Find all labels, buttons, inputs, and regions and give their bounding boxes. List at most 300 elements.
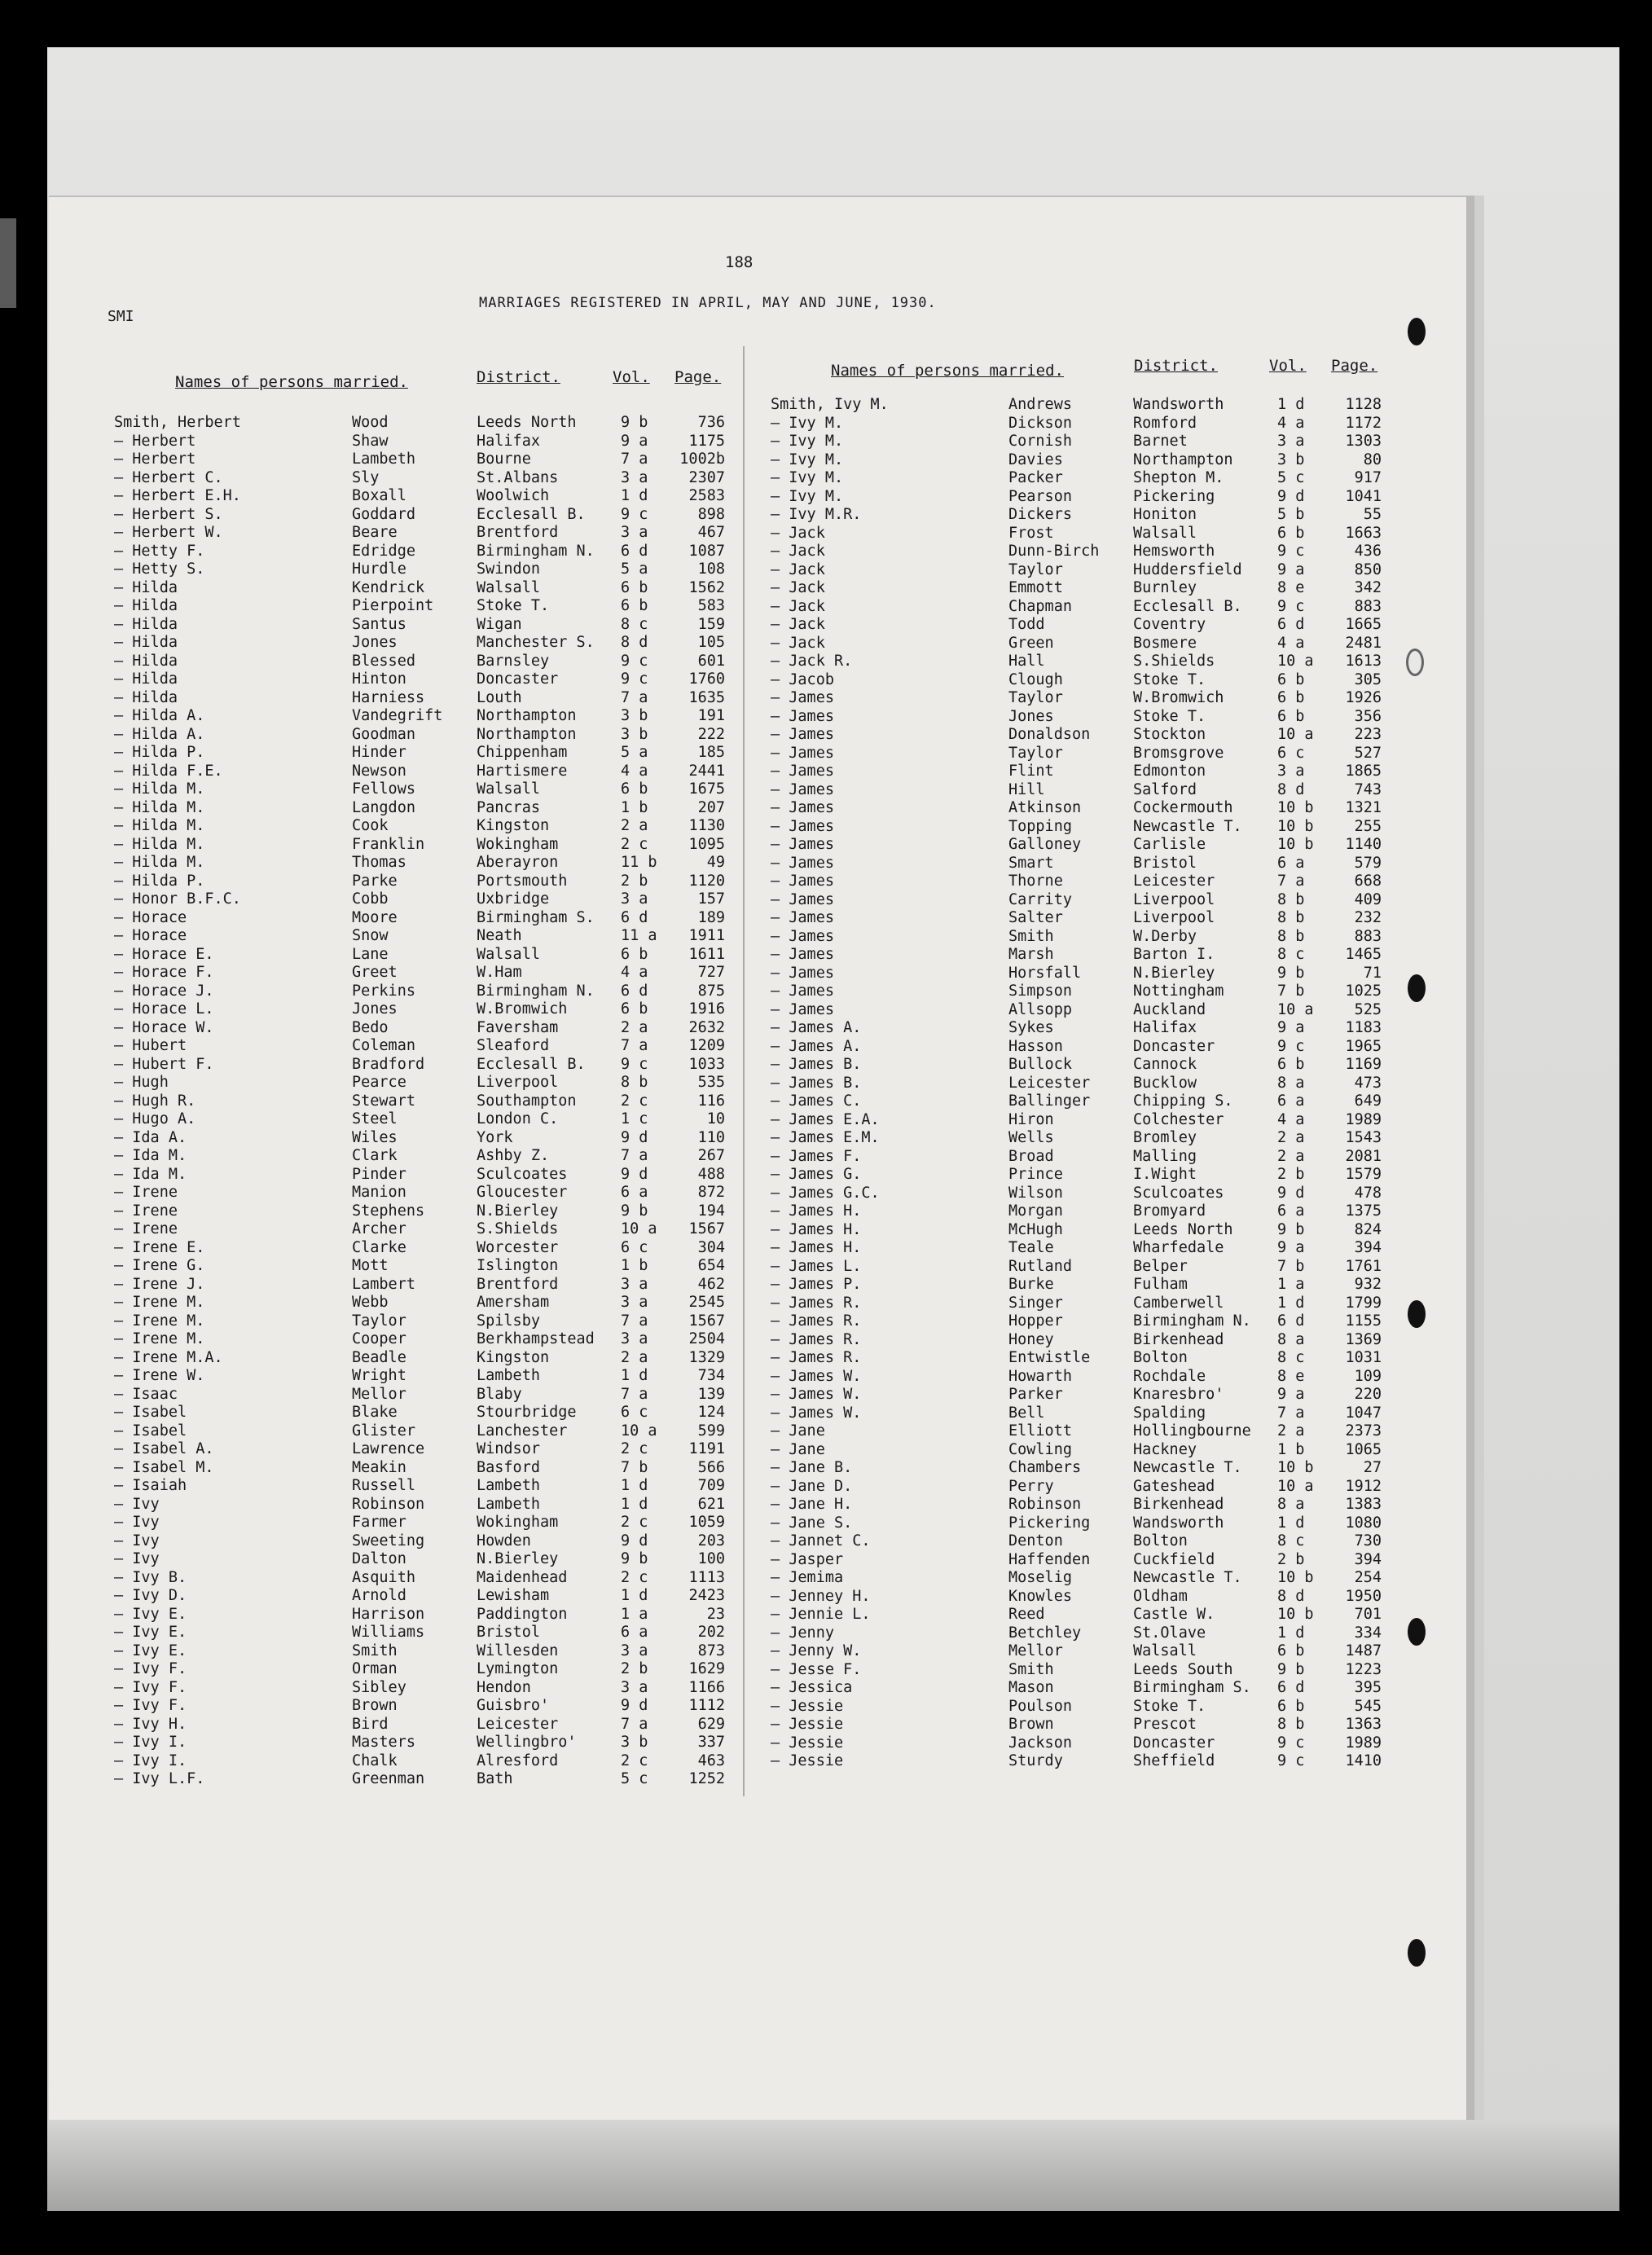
entry-spouse: Beadle [352,1348,406,1366]
entry-spouse: McHugh [1008,1220,1063,1238]
entry-name: — Hubert F. [114,1055,214,1073]
entry-page: 337 [697,1734,725,1751]
entry-vol: 6 b [1277,707,1305,725]
entry-vol: 6 b [621,780,648,798]
entry-district: Stoke T. [1133,670,1206,688]
entry-district: Wandsworth [1133,396,1224,413]
entry-spouse: Broad [1008,1147,1054,1165]
register-entry [114,616,733,635]
entry-page: 1047 [1345,1404,1382,1422]
entry-page: 394 [1354,1550,1382,1568]
entry-vol: 6 d [621,982,648,1000]
entry-district: Wokingham [477,835,559,853]
entry-district: W.Bromwich [477,1000,568,1018]
register-entry [114,451,733,469]
entry-spouse: Williams [352,1624,425,1641]
entry-district: Birmingham N. [477,982,595,1000]
entry-district: Doncaster [1133,1037,1215,1055]
entry-name: — Jane S. [771,1514,853,1532]
register-entry [114,1477,733,1496]
entry-district: Basford [477,1458,540,1476]
entry-page: 583 [697,597,725,614]
register-entry [114,1404,733,1422]
entry-vol: 4 a [1277,634,1305,652]
entry-spouse: Wells [1008,1129,1054,1146]
entry-spouse: Brown [352,1697,398,1714]
entry-name: — Herbert W. [114,524,223,541]
entry-spouse: Arnold [352,1587,406,1604]
entry-name: — Herbert [114,451,196,468]
entry-vol: 7 a [621,1037,648,1054]
entry-district: Gateshead [1133,1477,1215,1495]
register-entry [771,1239,1390,1258]
entry-vol: 9 a [1277,1386,1305,1403]
entry-district: Ecclesall B. [477,1055,586,1073]
entry-page: 629 [697,1715,725,1733]
entry-spouse: Chambers [1008,1459,1082,1476]
entry-spouse: Moore [352,908,398,926]
entry-district: Honiton [1133,506,1197,523]
register-entry [771,671,1390,690]
entry-vol: 5 b [1277,506,1305,523]
entry-name: — James R. [771,1330,862,1348]
register-entry [771,579,1390,598]
entry-page: 566 [697,1458,725,1476]
entry-district: Barton I. [1133,946,1215,963]
register-entry [771,909,1390,928]
register-entry [114,597,733,616]
entry-spouse: Sweeting [352,1532,425,1549]
entry-vol: 5 a [621,560,648,578]
entry-name: — Ivy [114,1495,160,1513]
register-entry [114,873,733,891]
entry-name: — Isaac [114,1385,178,1403]
entry-vol: 6 d [621,908,648,926]
entry-spouse: Hopper [1008,1312,1063,1330]
entry-spouse: Bird [352,1715,389,1733]
entry-name: — Irene J. [114,1275,205,1293]
entry-district: Halifax [477,432,540,450]
entry-spouse: Todd [1008,616,1045,633]
entry-name: — Jack [771,597,825,615]
entry-vol: 7 a [621,1715,648,1733]
entry-page: 1613 [1345,653,1382,670]
entry-page: 1155 [1345,1312,1382,1330]
register-entry [771,653,1390,671]
entry-vol: 2 a [1277,1422,1305,1440]
entry-district: Newcastle T. [1133,1569,1242,1586]
register-entry [114,1660,733,1679]
entry-district: N.Bierley [1133,964,1215,982]
entry-spouse: Chapman [1008,597,1072,615]
register-entry [114,1294,733,1312]
entry-name: — Hilda P. [114,744,205,761]
entry-page: 1629 [688,1660,725,1677]
entry-page: 1191 [688,1440,725,1457]
entry-name: — Jemima [771,1569,844,1586]
entry-page: 1375 [1345,1202,1382,1220]
entry-page: 394 [1354,1239,1382,1256]
entry-name: — James B. [771,1074,862,1092]
entry-page: 255 [1354,817,1382,835]
entry-district: Woolwich [477,487,550,504]
entry-district: Romford [1133,414,1197,432]
entry-district: Alresford [477,1752,559,1769]
entry-name: — Herbert S. [114,505,223,523]
entry-district: Aberayron [477,854,559,871]
entry-district: Swindon [477,560,540,578]
entry-spouse: Blessed [352,652,415,670]
entry-name: — Irene [114,1202,178,1220]
entry-vol: 3 a [621,1330,648,1347]
entry-district: Sculcoates [1133,1184,1224,1202]
register-entry [771,543,1390,561]
register-entry [771,1166,1390,1185]
entry-page: 1095 [688,835,725,853]
entry-spouse: Langdon [352,798,415,816]
register-entry [114,1220,733,1239]
entry-page: 254 [1354,1569,1382,1586]
entry-district: Salford [1133,780,1197,798]
entry-name: — James E.A. [771,1110,880,1128]
entry-vol: 7 a [621,1385,648,1403]
entry-vol: 1 d [621,1495,648,1513]
entry-page: 1252 [688,1770,725,1787]
entry-spouse: Clark [352,1147,398,1164]
entry-name: — Jack [771,524,825,542]
entry-page: 1465 [1345,946,1382,963]
entry-vol: 9 b [1277,964,1305,982]
entry-page: 157 [697,890,725,908]
entry-vol: 2 b [621,872,648,890]
entry-vol: 7 a [621,1147,648,1164]
entry-vol: 8 b [1277,927,1305,945]
entry-name: — James A. [771,1037,862,1055]
entry-page: 100 [697,1550,725,1567]
entry-vol: 2 a [1277,1129,1305,1146]
register-entry [114,433,733,451]
entry-vol: 8 e [1277,579,1305,596]
entry-spouse: Hinder [352,744,406,761]
register-entry [771,1295,1390,1313]
register-entry [114,579,733,598]
entry-name: — James [771,780,834,798]
right-header-district: District. [1134,357,1218,375]
entry-name: — Ivy M. [771,487,844,505]
register-entry [114,1019,733,1038]
register-entry [771,451,1390,470]
entry-page: 207 [697,798,725,816]
entry-district: Stoke T. [477,597,550,614]
register-entry [771,1459,1390,1478]
entry-page: 488 [697,1165,725,1183]
entry-page: 223 [1354,726,1382,743]
entry-vol: 5 c [621,1770,648,1787]
entry-page: 1635 [688,688,725,706]
entry-spouse: Mellor [352,1385,406,1403]
entry-vol: 8 d [1277,1587,1305,1605]
entry-vol: 3 b [621,707,648,724]
entry-page: 116 [697,1092,725,1110]
entry-vol: 1 d [1277,1294,1305,1312]
entry-name: — Hilda [114,634,178,651]
register-entry [114,1716,733,1734]
entry-vol: 8 a [1277,1496,1305,1513]
register-entry [114,1550,733,1569]
entry-name: — James [771,982,834,1000]
entry-vol: 9 c [621,1055,648,1073]
entry-name: — James A. [771,1019,862,1036]
entry-spouse: Goodman [352,725,415,743]
entry-vol: 1 b [621,798,648,816]
entry-page: 824 [1354,1220,1382,1238]
entry-name: — Jane [771,1422,825,1440]
entry-district: Birkenhead [1133,1496,1224,1513]
entry-vol: 3 a [621,1275,648,1293]
entry-vol: 5 c [1277,469,1305,486]
entry-vol: 1 d [1277,1624,1305,1642]
register-entry [771,745,1390,763]
entry-page: 527 [1354,744,1382,762]
register-entry [114,1276,733,1295]
entry-page: 1675 [688,780,725,798]
entry-district: Blaby [477,1385,522,1403]
entry-district: Brentford [477,1275,559,1293]
entry-district: Huddersfield [1133,560,1242,578]
register-entry [771,873,1390,891]
entry-page: 334 [1354,1624,1382,1642]
entry-spouse: Harniess [352,688,425,706]
entry-name: — Irene G. [114,1257,205,1274]
register-entry [771,1001,1390,1020]
entry-page: 1926 [1345,689,1382,706]
register-entry [771,1056,1390,1075]
entry-district: Ecclesall B. [477,505,586,523]
entry-name: — Hilda M. [114,835,205,853]
entry-name: — James H. [771,1220,862,1238]
register-entry [771,689,1390,708]
entry-page: 599 [697,1422,725,1440]
entry-vol: 2 c [621,1514,648,1531]
entry-vol: 2 b [1277,1550,1305,1568]
entry-district: Guisbro' [477,1697,550,1714]
register-entry [771,726,1390,745]
register-entry [771,561,1390,580]
entry-spouse: Fellows [352,780,415,798]
entry-spouse: Coleman [352,1037,415,1054]
entry-spouse: Taylor [1008,744,1063,762]
entry-page: 1128 [1345,396,1382,413]
entry-name: — Hilda M. [114,780,205,798]
entry-vol: 8 b [1277,1716,1305,1733]
entry-spouse: Jones [1008,707,1054,725]
register-entry [771,1331,1390,1350]
entry-district: Belper [1133,1257,1188,1275]
entry-vol: 9 c [1277,1037,1305,1055]
entry-page: 1663 [1345,524,1382,542]
entry-page: 1761 [1345,1257,1382,1275]
entry-page: 159 [697,615,725,633]
entry-district: N.Bierley [477,1202,559,1220]
entry-vol: 6 b [621,578,648,596]
entry-district: Walsall [477,780,540,798]
entry-vol: 7 a [621,688,648,706]
register-entry [114,1697,733,1716]
entry-vol: 3 b [621,725,648,743]
entry-district: Castle W. [1133,1606,1215,1623]
entry-page: 55 [1363,506,1382,523]
entry-page: 467 [697,524,725,541]
entry-page: 1916 [688,1000,725,1018]
entry-name: — Ivy F. [114,1678,187,1696]
register-entry [771,1734,1390,1753]
entry-spouse: Webb [352,1294,389,1311]
entry-name: — Ivy F. [114,1697,187,1714]
entry-vol: 9 c [621,652,648,670]
entry-page: 1579 [1345,1166,1382,1183]
entry-district: Lambeth [477,1495,540,1513]
entry-page: 1025 [1345,982,1382,1000]
column-divider [743,346,745,1796]
entry-name: — Jessie [771,1716,844,1733]
entry-page: 1363 [1345,1716,1382,1733]
entry-district: Newcastle T. [1133,817,1242,835]
entry-name: — Hilda [114,615,178,633]
entry-name: — Jenny [771,1624,834,1642]
register-entry [771,1202,1390,1221]
entry-district: Brentford [477,524,559,541]
entry-vol: 1 d [621,1477,648,1494]
entry-spouse: Hinton [352,670,406,688]
index-code: SMI [108,308,134,325]
entry-spouse: Hasson [1008,1037,1063,1055]
register-entry [771,1312,1390,1331]
entry-name: — James [771,854,834,872]
register-entry [771,1679,1390,1698]
entry-vol: 9 b [1277,1220,1305,1238]
register-entry [114,653,733,671]
entry-name: — Ivy [114,1532,160,1549]
entry-spouse: Wright [352,1367,406,1384]
entry-district: Faversham [477,1018,559,1036]
entry-vol: 6 d [1277,1312,1305,1330]
entry-spouse: Moselig [1008,1569,1072,1586]
register-entry [114,1202,733,1221]
entry-spouse: Atkinson [1008,799,1082,816]
entry-page: 579 [1354,854,1382,872]
entry-name: — Hugo A. [114,1110,196,1128]
register-entry [114,469,733,488]
entry-page: 356 [1354,707,1382,725]
entry-name: — Isaiah [114,1477,187,1494]
entry-spouse: Hill [1008,780,1045,798]
entry-name: — Ivy H. [114,1715,187,1733]
entry-spouse: Smart [1008,854,1054,872]
entry-spouse: Taylor [1008,560,1063,578]
entry-page: 872 [697,1184,725,1201]
register-entry [771,1276,1390,1295]
entry-name: — Ivy M. [771,469,844,486]
register-entry [114,1239,733,1258]
entry-spouse: Allsopp [1008,1000,1072,1018]
entry-district: Howden [477,1532,531,1549]
entry-name: — Ivy D. [114,1587,187,1604]
entry-district: S.Shields [1133,653,1215,670]
register-entry [771,1569,1390,1588]
entry-spouse: Greet [352,964,398,981]
entry-page: 1611 [688,945,725,963]
entry-vol: 6 d [621,542,648,560]
entry-name: — Jane B. [771,1459,853,1476]
entry-page: 1912 [1345,1477,1382,1495]
register-entry [114,707,733,726]
entry-vol: 9 b [1277,1660,1305,1678]
register-entry [114,487,733,506]
entry-spouse: Brown [1008,1716,1054,1733]
entry-name: — Ivy M. [771,414,844,432]
entry-page: 1665 [1345,616,1382,633]
register-entry [114,634,733,653]
entry-page: 2504 [688,1330,725,1347]
entry-name: — Herbert [114,432,196,450]
entry-page: 124 [697,1404,725,1421]
entry-name: — Hugh R. [114,1092,196,1110]
entry-spouse: Cobb [352,890,389,908]
register-entry [114,1569,733,1588]
entry-name: — James [771,964,834,982]
entry-page: 1329 [688,1348,725,1366]
entry-district: Pickering [1133,487,1215,505]
register-entry [114,1459,733,1478]
entry-district: I.Wight [1133,1166,1197,1183]
entry-district: Halifax [1133,1019,1197,1036]
entry-spouse: Bradford [352,1055,425,1073]
register-entry [114,763,733,781]
entry-district: Leicester [1133,873,1215,890]
register-entry [771,1368,1390,1387]
entry-spouse: Prince [1008,1166,1063,1183]
entry-district: Worcester [477,1238,559,1256]
entry-district: Leeds North [477,414,577,431]
entry-spouse: Lambeth [352,451,415,468]
register-entry [771,598,1390,617]
entry-name: — James H. [771,1239,862,1256]
entry-district: Burnley [1133,579,1197,596]
entry-spouse: Shaw [352,432,389,450]
entry-district: Bath [477,1770,513,1787]
entry-spouse: Pearce [352,1074,406,1091]
register-entry [771,1221,1390,1240]
entry-spouse: Kendrick [352,578,425,596]
register-entry [114,1312,733,1331]
register-entry [114,1624,733,1642]
entry-spouse: Perkins [352,982,415,1000]
entry-district: Liverpool [477,1074,559,1091]
entry-spouse: Pickering [1008,1514,1091,1532]
entry-name: — Hilda [114,670,178,688]
entry-district: Maidenhead [477,1568,568,1586]
register-entry [771,1624,1390,1643]
register-entry [771,1075,1390,1093]
entry-spouse: Blake [352,1404,398,1421]
entry-name: — Irene E. [114,1238,205,1256]
entry-name: — Isabel M. [114,1458,214,1476]
register-entry [114,1110,733,1129]
entry-name: Smith, Ivy M. [771,396,889,413]
punch-hole [1408,1300,1426,1328]
entry-vol: 11 b [621,854,657,871]
punch-hole [1406,648,1424,676]
